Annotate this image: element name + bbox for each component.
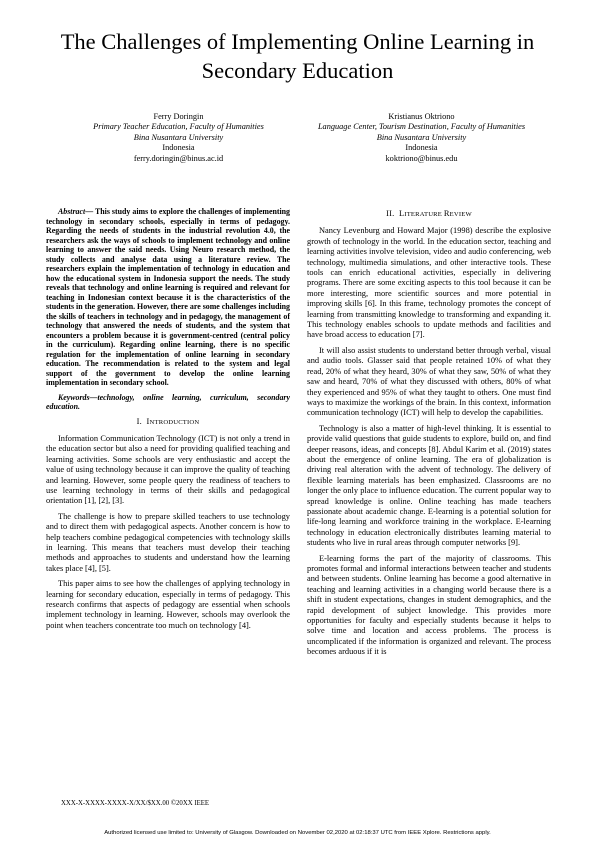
abstract-label: Abstract [58, 207, 86, 216]
abstract [46, 207, 290, 388]
author-university: Bina Nusantara University [376, 132, 467, 142]
review-paragraph: E-learning forms the part of the majority of classrooms. This promotes formal and informal interactions between teacher and students and between students. Online learning has become a good alternative in teaching and learning activities in a changing world because there is a shift in student expectations, changes in student demographics, and the rapid development of subject knowledge. This provides more opportunities for faculty and especially students because it helps to solve time and location and access problems. The process is uncomplicated if the information is organized and relevant. The process becomes arduous if it is [307, 553, 551, 657]
author-university: Bina Nusantara University [133, 132, 224, 142]
review-paragraph: It will also assist students to understand better through verbal, visual and audio tools. Glasser said that people retained 10% of what they read, 20% of what they heard, 30% of what they saw, 50% of what they saw and heard, 70% of what they discussed with others, 80% of what they experienced and 95% of what they taught to others. One must find ways to maximize the workings of the brain. In this context, information communication technology (ICT) will help to develop the capabilities. [307, 345, 551, 418]
author-email: koktriono@binus.edu [385, 153, 458, 163]
author-affiliation: Language Center, Tourism Destination, Faculty of Humanities [317, 122, 526, 132]
author-email: ferry.doringin@binus.ac.id [133, 153, 224, 163]
author-country: Indonesia [162, 143, 195, 153]
paper-title: The Challenges of Implementing Online Learning in Secondary Education [60, 29, 535, 83]
left-column [46, 207, 290, 636]
copyright-code: XXX-X-XXXX-XXXX-X/XX/$XX.00 ©20XX IEEE [61, 800, 210, 807]
author-block-2 [294, 112, 549, 164]
author-affiliation: Primary Teacher Education, Faculty of Humanities [93, 122, 264, 132]
intro-paragraph: The challenge is how to prepare skilled teachers to use technology and to direct them with pedagogical aspects. Another concern is how to help teachers combine pedagogical competencies with technology skills in learning. This means that teachers must develop their teaching methods and approaches to students and understand how the learning takes place [4], [5]. [46, 511, 290, 573]
section-heading-literature-review: II. LITERATURE REVIEW [386, 209, 472, 218]
intro-paragraph: This paper aims to see how the challenges of applying technology in learning for secondary education, especially in terms of pedagogy. This research confirms that aspects of pedagogy are essential when schools implement technology in learning. However, schools may overlook the point when teachers concentrate too much on technology [4]. [46, 579, 290, 630]
right-column [307, 207, 551, 663]
review-paragraph: Technology is also a matter of high-level thinking. It is essential to provide valid questions that guide students to explore, build on, and find deeper reasons, ideas, and concepts [8]. Abdul Karim et al. (2019) states about the emergence of online learning. The era of globalization is driving real alteration with the advent of technology. The delivery of flexible learning materials has been emphasized. Classrooms are no longer the only place to influence education. The current popular way to spread knowledge is online. Online teaching has made teachers passionate about academic change. E-learning is a potential solution for life-long learning and workforce training in the workplace. E-learning technology in education electronically distributes learning material to students who live in rural areas through computer networks [9]. [307, 423, 551, 548]
section-heading-introduction: I. INTRODUCTION [136, 416, 200, 426]
abstract-text: — This study aims to explore the challenges of implementing technology in secondary schools, especially in terms of pedagogy. Regarding the needs of students in the industrial revolution 4.0, the researchers ask the ways of schools to implement technology and online learning to answer the said needs. Using Neuro research method, the study collects and analyse data using a literature review. The researchers explain the implementation of technology in education and how the educational system in Indonesia support the needs. The study reveals that technology and online learning is required and relevant for teaching in Indonesian context because it is the characteristics of the students in the generation. However, there are some challenges including the skills of teachers in technology and in pedagogy, the management of technology that answered the needs of students, and the system that encounters a problem because it is government-centred (central policy in the curriculum). Regarding online learning, there is no specific regulation for the implementation of online learning in secondary education. The recommendation is related to the system and legal support of the government to develop the online learning implementation in secondary school. [46, 207, 290, 387]
author-name: Kristianus Oktriono [388, 112, 455, 121]
author-name: Ferry Doringin [153, 112, 204, 121]
license-notice: Authorized licensed use limited to: University of Glasgow. Downloaded on November 02,2020 at 02:18:37 UTC from IEEE Xplore. Restrictions apply. [104, 830, 491, 836]
intro-paragraph: Information Communication Technology (ICT) is not only a trend in the education sector but also a need for providing qualified teaching and learning activities. Some schools are very enthusiastic and accept the value of using technology because it can improve the quality of teaching and learning. However, some people query the readiness of teachers to use learning technology in terms of their skills and pedagogical orientation [1], [2], [3]. [46, 433, 290, 506]
review-paragraph: Nancy Levenburg and Howard Major (1998) describe the explosive growth of technology in the world. In the education sector, teaching and learning activities involve television, video and audio conferencing, web technology, multimedia simulations, and other interactive tools. These tools can enrich educational activities, especially in delivering programs. There are some exciting aspects to this tool because it can be more interesting, more scientific sources and more potential in improving skills [6]. In this frame, technology promotes the concept of learning from transmitting knowledge to transforming and expanding it. This technology enables schools to update methods and facilities and have broad access to education [7]. [307, 226, 551, 340]
author-block-1 [51, 112, 306, 164]
author-country: Indonesia [405, 143, 438, 153]
keywords: Keywords—technology, online learning, curriculum, secondary education. [46, 392, 290, 411]
